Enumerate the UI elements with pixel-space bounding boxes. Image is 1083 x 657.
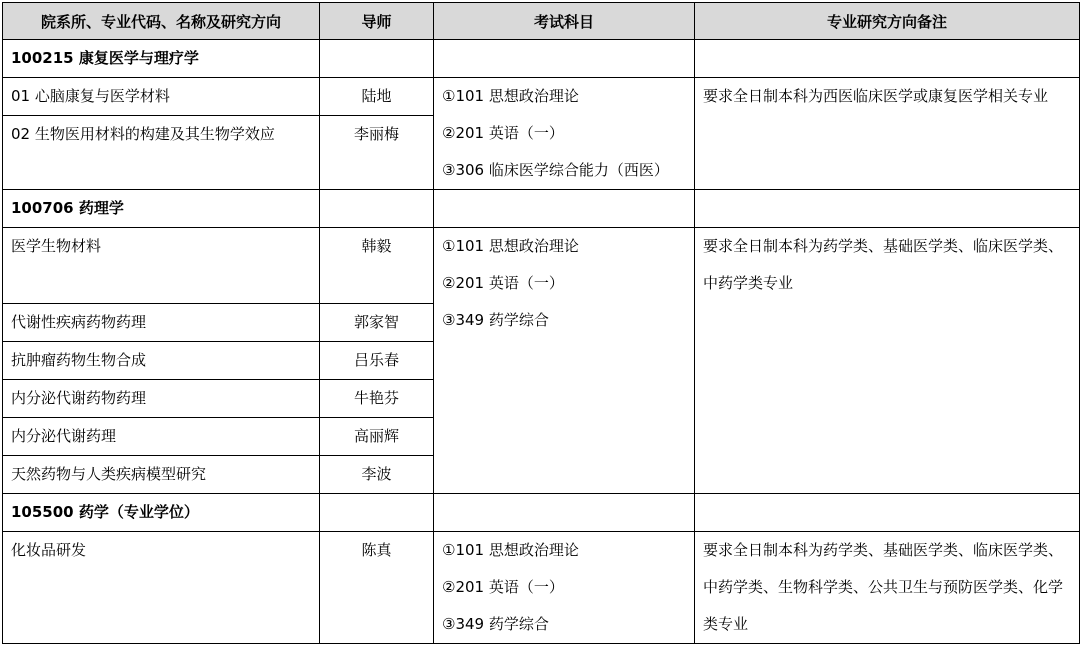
header-row [3, 3, 1080, 40]
exam-item: ③349 药学综合 [442, 615, 549, 633]
advisor-cell: 吕乐春 [320, 342, 434, 380]
advisor-cell: 陆地 [320, 78, 434, 116]
exam-item: ②201 英语（一） [442, 578, 564, 596]
admissions-table [2, 2, 1080, 644]
note-cell: 要求全日制本科为西医临床医学或康复医学相关专业 [695, 78, 1080, 190]
section-row [3, 40, 1080, 78]
note-cell: 要求全日制本科为药学类、基础医学类、临床医学类、中药学类、生物科学类、公共卫生与预防医学类、化学类专业 [695, 532, 1080, 644]
exam-item: ①101 思想政治理论 [442, 541, 579, 559]
section-row [3, 494, 1080, 532]
direction-cell: 天然药物与人类疾病模型研究 [3, 456, 320, 494]
advisor-cell: 郭家智 [320, 304, 434, 342]
section-title: 105500 药学（专业学位） [3, 494, 320, 532]
exam-item: ③349 药学综合 [442, 311, 549, 329]
exam-item: ②201 英语（一） [442, 124, 564, 142]
exams-cell [434, 78, 695, 190]
exam-item: ①101 思想政治理论 [442, 87, 579, 105]
table-row [3, 78, 1080, 116]
table-row [3, 228, 1080, 304]
advisor-cell: 韩毅 [320, 228, 434, 304]
direction-cell: 抗肿瘤药物生物合成 [3, 342, 320, 380]
section-row [3, 190, 1080, 228]
exam-item: ①101 思想政治理论 [442, 237, 579, 255]
section-title: 100706 药理学 [3, 190, 320, 228]
header-direction: 院系所、专业代码、名称及研究方向 [3, 3, 320, 40]
header-notes: 专业研究方向备注 [695, 3, 1080, 40]
advisor-cell: 高丽辉 [320, 418, 434, 456]
section-title: 100215 康复医学与理疗学 [3, 40, 320, 78]
direction-cell: 内分泌代谢药理 [3, 418, 320, 456]
advisor-cell: 李波 [320, 456, 434, 494]
header-exams: 考试科目 [434, 3, 695, 40]
exams-cell [434, 228, 695, 494]
table-row [3, 532, 1080, 644]
direction-cell: 代谢性疾病药物药理 [3, 304, 320, 342]
header-advisor: 导师 [320, 3, 434, 40]
direction-cell: 内分泌代谢药物药理 [3, 380, 320, 418]
direction-cell: 医学生物材料 [3, 228, 320, 304]
exam-item: ②201 英语（一） [442, 274, 564, 292]
exam-item: ③306 临床医学综合能力（西医） [442, 161, 669, 179]
advisor-cell: 牛艳芬 [320, 380, 434, 418]
exams-cell [434, 532, 695, 644]
advisor-cell: 陈真 [320, 532, 434, 644]
note-cell: 要求全日制本科为药学类、基础医学类、临床医学类、中药学类专业 [695, 228, 1080, 494]
direction-cell: 化妆品研发 [3, 532, 320, 644]
direction-cell: 02 生物医用材料的构建及其生物学效应 [3, 116, 320, 190]
advisor-cell: 李丽梅 [320, 116, 434, 190]
direction-cell: 01 心脑康复与医学材料 [3, 78, 320, 116]
